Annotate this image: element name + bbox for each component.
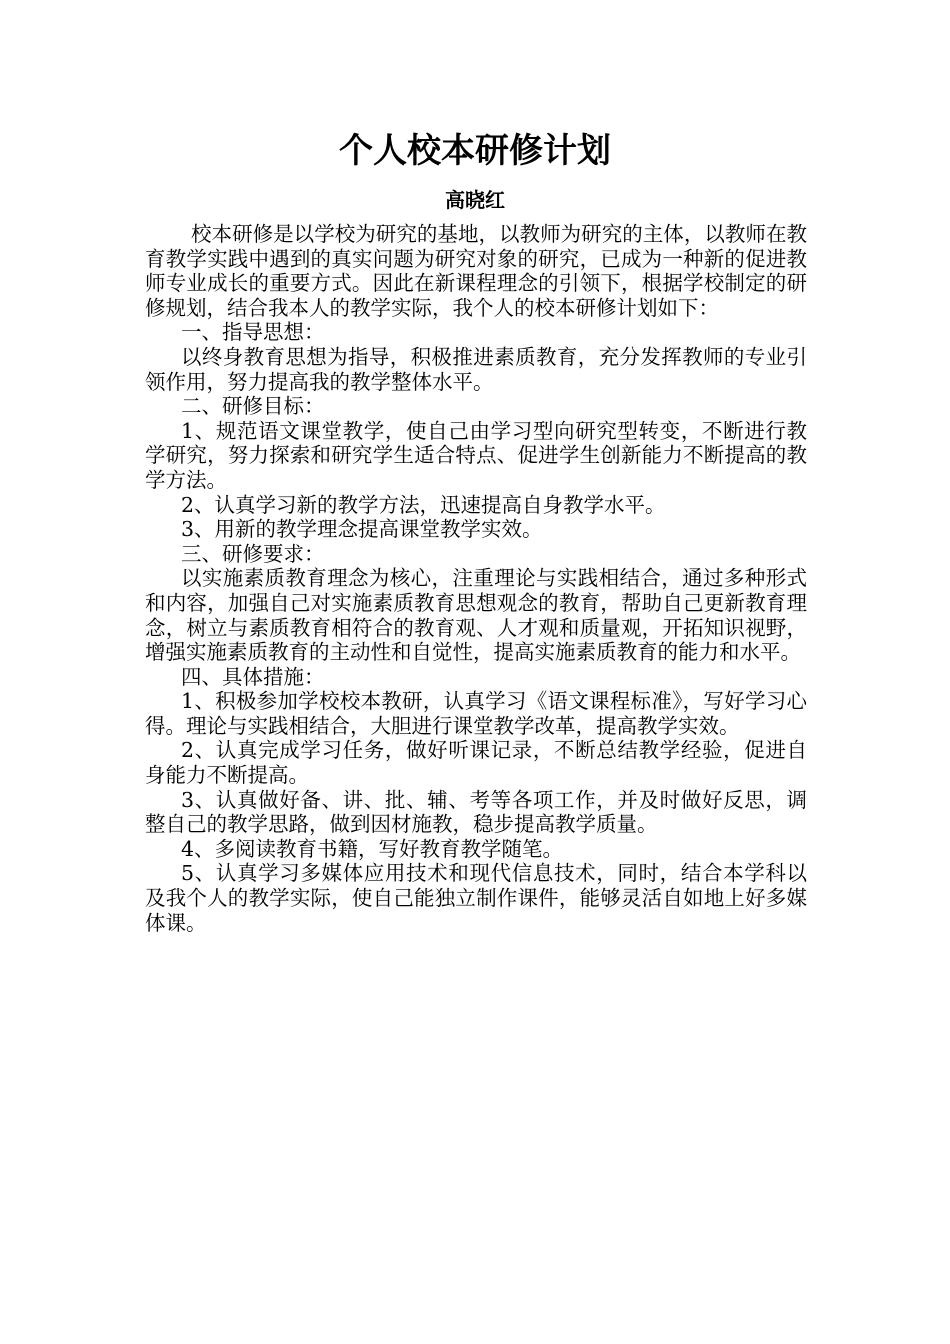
paragraph: 以终身教育思想为指导，积极推进素质教育，充分发挥教师的专业引领作用，努力提高我的教学整体水平。 [145, 344, 807, 394]
intro-paragraph: 校本研修是以学校为研究的基地，以教师为研究的主体，以教师在教育教学实践中遇到的真实问题为研究对象的研究，已成为一种新的促进教师专业成长的重要方式。因此在新课程理念的引领下，根据学校制定的研修规划，结合我本人的教学实际，我个人的校本研修计划如下： [145, 222, 807, 320]
document-author: 高晓红 [445, 188, 505, 212]
list-item: 1、规范语文课堂教学，使自己由学习型向研究型转变，不断进行教学研究，努力探索和研究学生适合特点、促进学生创新能力不断提高的教学方法。 [145, 418, 807, 492]
document-body [145, 222, 807, 935]
list-item: 1、积极参加学校校本教研，认真学习《语文课程标准》，写好学习心得。理论与实践相结合，大胆进行课堂教学改革，提高教学实效。 [145, 689, 807, 738]
list-item: 2、认真完成学习任务，做好听课记录，不断总结教学经验，促进自身能力不断提高。 [145, 738, 807, 788]
list-item: 2、认真学习新的教学方法，迅速提高自身教学水平。 [181, 492, 666, 517]
list-item: 4、多阅读教育书籍，写好教育教学随笔。 [181, 836, 564, 861]
document-title: 个人校本研修计划 [339, 131, 611, 171]
section-heading-requirements: 三、研修要求： [181, 541, 325, 566]
list-item: 5、认真学习多媒体应用技术和现代信息技术，同时，结合本学科以及我个人的教学实际，使自己能独立制作课件，能够灵活自如地上好多媒体课。 [145, 861, 807, 935]
section-heading-guiding-ideology: 一、指导思想： [181, 320, 325, 345]
section-heading-goals: 二、研修目标： [181, 394, 325, 419]
list-item: 3、认真做好备、讲、批、辅、考等各项工作，并及时做好反思，调整自己的教学思路，做到因材施教，稳步提高教学质量。 [145, 787, 807, 837]
list-item: 3、用新的教学理念提高课堂教学实效。 [181, 517, 543, 542]
paragraph: 以实施素质教育理念为核心，注重理论与实践相结合，通过多种形式和内容，加强自己对实施素质教育思想观念的教育，帮助自己更新教育理念，树立与素质教育相符合的教育观、人才观和质量观，开拓知识视野，增强实施素质教育的主动性和自觉性，提高实施素质教育的能力和水平。 [145, 566, 807, 665]
section-heading-measures: 四、具体措施： [181, 664, 325, 689]
